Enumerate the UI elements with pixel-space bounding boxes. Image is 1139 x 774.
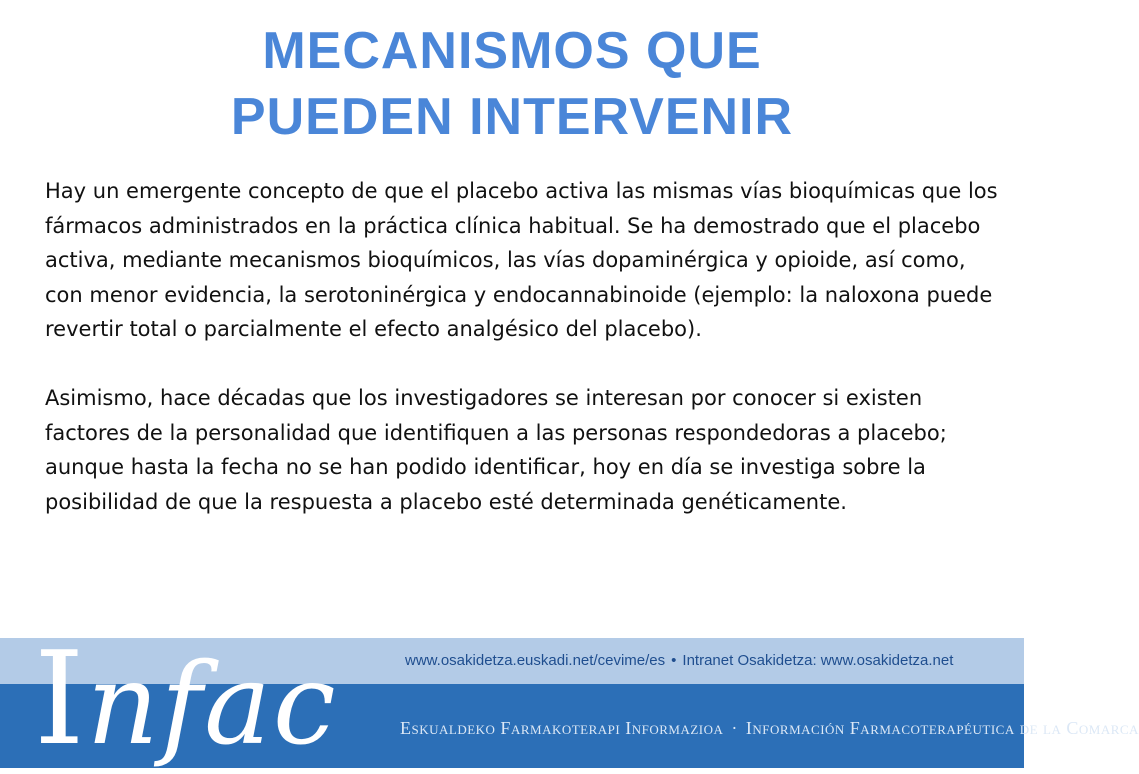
tagline-spanish: Información Farmacoterapéutica de la Comarca (745, 718, 1139, 738)
title-line-1: MECANISMOS QUE (262, 22, 762, 80)
footer-tagline (400, 718, 1139, 739)
footer-links (405, 652, 953, 669)
intranet-link[interactable]: Intranet Osakidetza: www.osakidetza.net (682, 652, 954, 669)
slide-body (45, 174, 1000, 519)
paragraph-1: Hay un emergente concepto de que el placebo activa las mismas vías bioquímicas que los fármacos administrados en la práctica clínica habitual. Se ha demostrado que el placebo activa, mediante mecanismos bioquímicos, las vías dopaminérgica y opioide, así como, con menor evidencia, la serotoninérgica y endocannabinoide (ejemplo: la naloxona puede revertir total o parcialmente el efecto analgésico del placebo). (45, 179, 998, 341)
cevime-link[interactable]: www.osakidetza.euskadi.net/cevime/es (405, 652, 666, 669)
link-separator: • (671, 652, 677, 669)
infac-logo (34, 625, 338, 774)
logo-initial: I (34, 625, 87, 774)
tagline-separator: · (731, 718, 738, 738)
slide-title (0, 18, 1024, 150)
tagline-basque: Eskualdeko Farmakoterapi Informazioa (400, 718, 724, 738)
logo-rest: nfac (86, 640, 338, 770)
paragraph-2: Asimismo, hace décadas que los investigadores se interesan por conocer si existen factores de la personalidad que identifiquen a las personas respondedoras a placebo; aunque hasta la fecha no se han podido identificar, hoy en día se investiga sobre la posibilidad de que la respuesta a placebo esté determinada genéticamente. (45, 386, 947, 514)
footer-banner (0, 625, 1139, 774)
title-line-2: PUEDEN INTERVENIR (230, 88, 794, 146)
